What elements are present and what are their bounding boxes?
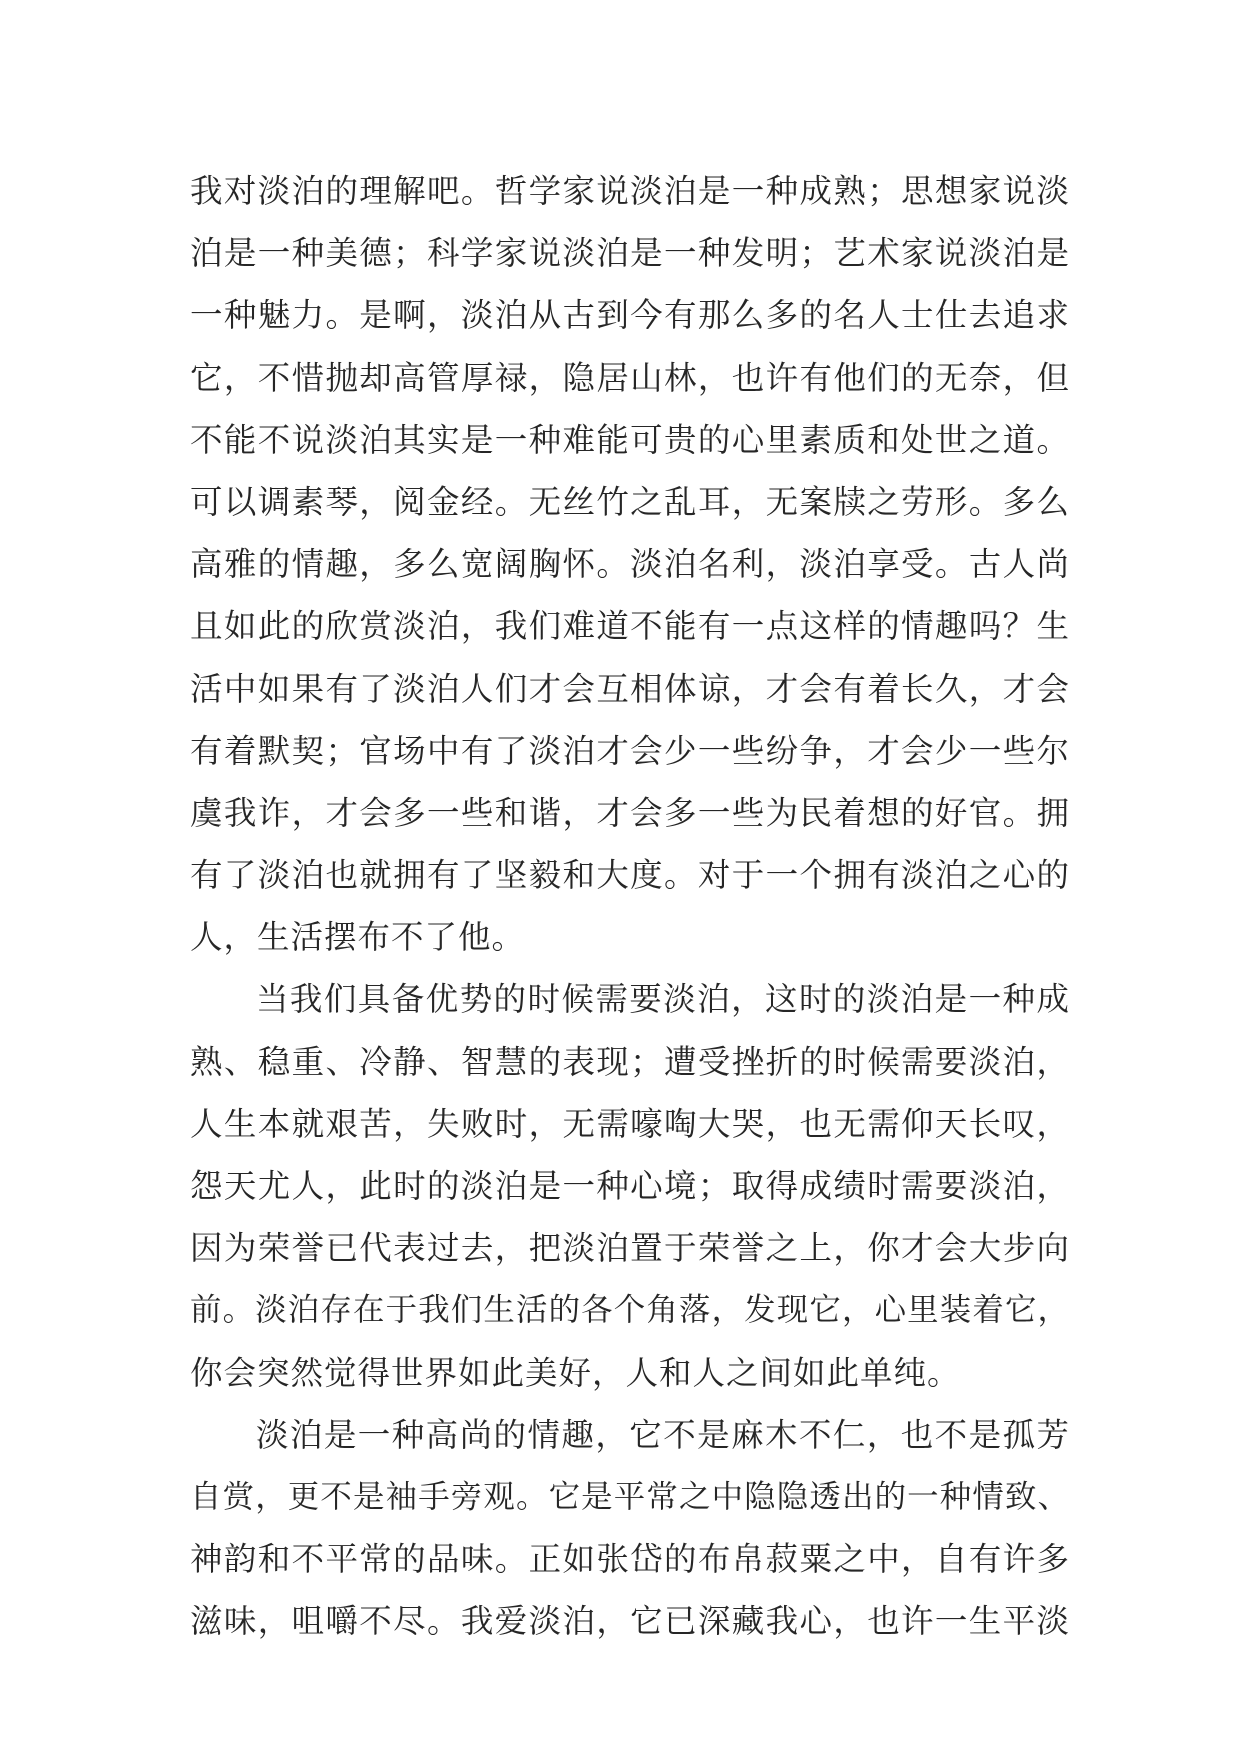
text-line: 泊是一种美德；科学家说淡泊是一种发明；艺术家说淡泊是 <box>190 234 1070 273</box>
paragraph-first-line: 淡泊是一种高尚的情趣，它不是麻木不仁，也不是孤芳 <box>256 1415 1070 1454</box>
text-line: 一种魅力。是啊，淡泊从古到今有那么多的名人士仕去追求 <box>190 296 1070 335</box>
text-line: 自赏，更不是袖手旁观。它是平常之中隐隐透出的一种情致、 <box>190 1478 1070 1515</box>
text-line: 高雅的情趣，多么宽阔胸怀。淡泊名利，淡泊享受。古人尚 <box>190 545 1070 584</box>
text-line: 有了淡泊也就拥有了坚毅和大度。对于一个拥有淡泊之心的 <box>190 856 1070 895</box>
text-line: 怨天尤人，此时的淡泊是一种心境；取得成绩时需要淡泊， <box>190 1167 1070 1205</box>
text-line: 有着默契；官场中有了淡泊才会少一些纷争，才会少一些尔 <box>190 731 1070 770</box>
text-line: 我对淡泊的理解吧。哲学家说淡泊是一种成熟；思想家说淡 <box>190 172 1070 210</box>
text-line: 不能不说淡泊其实是一种难能可贵的心里素质和处世之道。 <box>190 420 1070 459</box>
text-line: 神韵和不平常的品味。正如张岱的布帛菽粟之中，自有许多 <box>190 1540 1070 1579</box>
paragraph-first-line: 当我们具备优势的时候需要淡泊，这时的淡泊是一种成 <box>256 980 1070 1019</box>
text-line: 因为荣誉已代表过去，把淡泊置于荣誉之上，你才会大步向 <box>190 1229 1070 1268</box>
text-line: 活中如果有了淡泊人们才会互相体谅，才会有着长久，才会 <box>190 669 1070 708</box>
text-line: 可以调素琴，阅金经。无丝竹之乱耳，无案牍之劳形。多么 <box>190 482 1070 521</box>
text-line: 熟、稳重、冷静、智慧的表现；遭受挫折的时候需要淡泊， <box>190 1042 1070 1081</box>
text-line: 人，生活摆布不了他。 <box>190 918 526 957</box>
text-line: 前。淡泊存在于我们生活的各个角落，发现它，心里装着它， <box>190 1292 1070 1329</box>
text-line: 虞我诈，才会多一些和谐，才会多一些为民着想的好官。拥 <box>190 793 1070 832</box>
text-line: 它，不惜抛却高管厚禄，隐居山林，也许有他们的无奈，但 <box>190 358 1070 397</box>
text-line: 你会突然觉得世界如此美好，人和人之间如此单纯。 <box>190 1353 961 1392</box>
text-line: 人生本就艰苦，失败时，无需嚎啕大哭，也无需仰天长叹， <box>190 1104 1070 1143</box>
text-line: 滋味，咀嚼不尽。我爱淡泊，它已深藏我心，也许一生平淡 <box>190 1602 1070 1641</box>
text-line: 且如此的欣赏淡泊，我们难道不能有一点这样的情趣吗？生 <box>190 607 1070 646</box>
body-text <box>190 160 1070 1653</box>
